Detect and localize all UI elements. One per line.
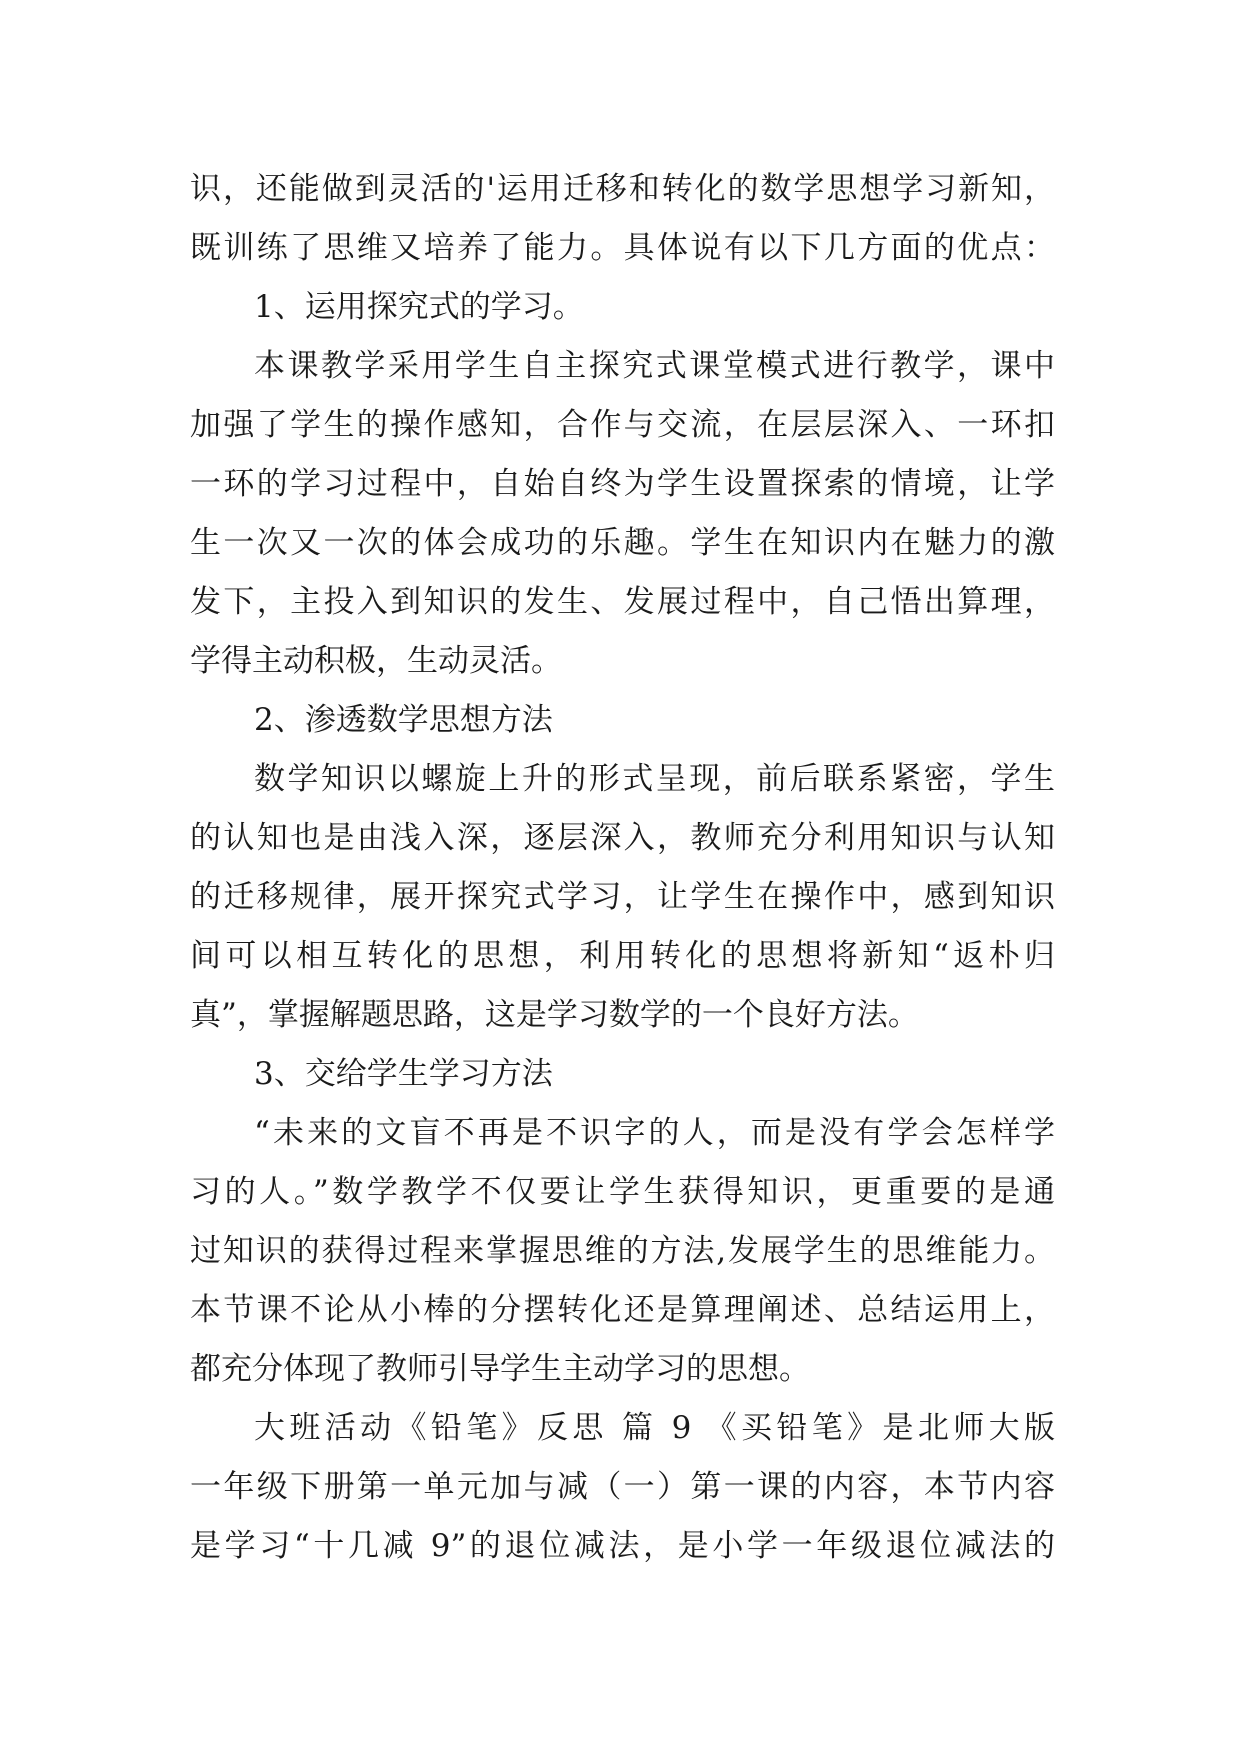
text-line: 1、运用探究式的学习。 [254, 289, 584, 325]
text-line: 大班活动《铅笔》反思 篇 9 《买铅笔》是北师大版 [254, 1410, 1055, 1446]
text-line: 识，还能做到灵活的'运用迁移和转化的数学思想学习新知， [190, 171, 1055, 207]
text-line: 都充分体现了教师引导学生主动学习的思想。 [190, 1351, 810, 1387]
text-line: 加强了学生的操作感知，合作与交流，在层层深入、一环扣 [190, 407, 1055, 443]
text-line: 3、交给学生学习方法 [254, 1056, 553, 1092]
text-line: 本节课不论从小棒的分摆转化还是算理阐述、总结运用上， [190, 1292, 1055, 1328]
text-line: 一年级下册第一单元加与减（一）第一课的内容，本节内容 [190, 1469, 1055, 1505]
text-line: 过知识的获得过程来掌握思维的方法,发展学生的思维能力。 [190, 1233, 1055, 1269]
text-line: 既训练了思维又培养了能力。具体说有以下几方面的优点： [190, 230, 1055, 266]
text-line: 的迁移规律，展开探究式学习，让学生在操作中，感到知识 [190, 879, 1055, 915]
text-line: 习的人。”数学教学不仅要让学生获得知识，更重要的是通 [190, 1174, 1055, 1210]
text-line: 数学知识以螺旋上升的形式呈现，前后联系紧密，学生 [254, 761, 1055, 797]
text-line: 本课教学采用学生自主探究式课堂模式进行教学，课中 [254, 348, 1055, 384]
text-line: 发下，主投入到知识的发生、发展过程中，自己悟出算理， [190, 584, 1055, 620]
document-body [190, 160, 1055, 1576]
text-line: 真”，掌握解题思路，这是学习数学的一个良好方法。 [190, 997, 919, 1033]
text-line: 生一次又一次的体会成功的乐趣。学生在知识内在魅力的激 [190, 525, 1055, 561]
text-line: 间可以相互转化的思想，利用转化的思想将新知“返朴归 [190, 938, 1055, 974]
text-line: “未来的文盲不再是不识字的人，而是没有学会怎样学 [254, 1115, 1055, 1151]
text-line: 的认知也是由浅入深，逐层深入，教师充分利用知识与认知 [190, 820, 1055, 856]
text-line: 一环的学习过程中，自始自终为学生设置探索的情境，让学 [190, 466, 1055, 502]
text-line: 是学习“十几减 9”的退位减法，是小学一年级退位减法的 [190, 1528, 1055, 1564]
text-line: 学得主动积极，生动灵活。 [190, 643, 562, 679]
text-line: 2、渗透数学思想方法 [254, 702, 553, 738]
